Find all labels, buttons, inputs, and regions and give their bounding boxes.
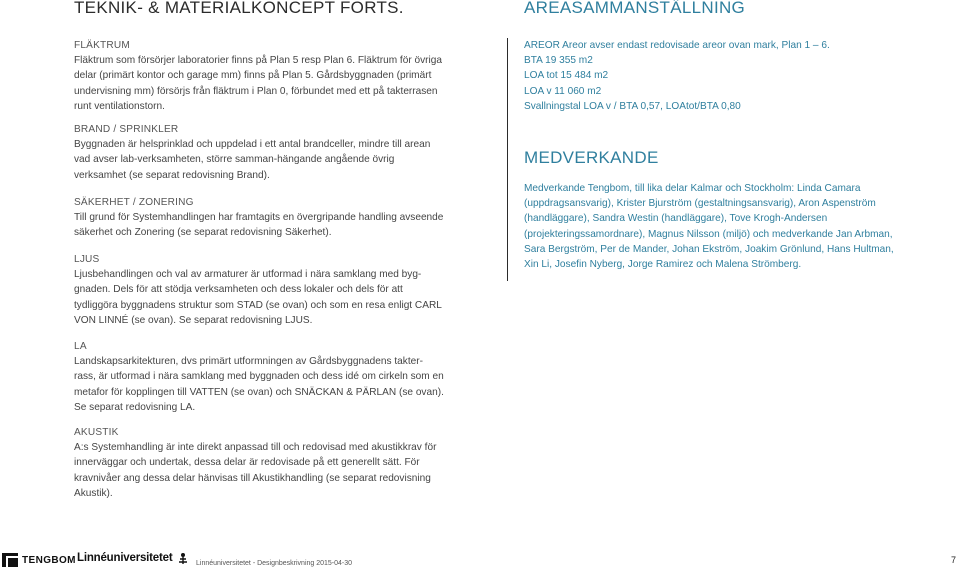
tengbom-logo <box>2 553 76 567</box>
section-akustik <box>74 425 444 501</box>
area-line: LOA v 11 060 m2 <box>524 85 602 97</box>
section-label: LA <box>74 341 87 352</box>
column-divider <box>507 38 508 281</box>
section-label: AKUSTIK <box>74 427 119 438</box>
page-title: TEKNIK- & MATERIALKONCEPT FORTS. <box>74 0 404 17</box>
page-number: 7 <box>950 555 956 565</box>
section-label: BRAND / SPRINKLER <box>74 124 179 135</box>
section-la <box>74 339 444 415</box>
area-line: AREOR Areor avser endast redovisade areor ovan mark, Plan 1 – 6. <box>524 40 830 51</box>
tengbom-logo-icon <box>2 553 18 567</box>
section-label: SÄKERHET / ZONERING <box>74 197 194 208</box>
medverkande-section <box>524 181 894 272</box>
medverkande-title: MEDVERKANDE <box>524 148 659 167</box>
section-label: LJUS <box>74 254 100 265</box>
area-line: LOA tot 15 484 m2 <box>524 70 609 82</box>
section-text: Till grund för Systemhandlingen har framtagits en övergripande handling avseende säkerhet och Zonering (se separat redovisning Säkerhet). <box>74 212 444 239</box>
section-text: Byggnaden är helsprinklad och uppdelad i ett antal brandceller, mindre till arean vad avser lab-verksamheten, större samman-hängande angående övrig verksamhet (se separat redovisning Brand). <box>74 139 431 181</box>
footer-caption: Linnéuniversitetet - Designbeskrivning 2015-04-30 <box>196 560 353 567</box>
section-flaktrum <box>74 38 444 114</box>
tengbom-logo-text: TENGBOM <box>22 554 76 566</box>
section-text: Landskapsarkitekturen, dvs primärt utformningen av Gårdsbyggnadens takter-rass, är utformad i nära samklang med byggnaden och dess idé om cirkeln som en metafor för kopplingen till VATTEN (se ovan) och SNÄCKAN & PÄRLAN (se ovan). Se separat redovisning LA. <box>74 356 444 413</box>
area-summary-title: AREASAMMANSTÄLLNING <box>524 0 746 17</box>
medverkande-text: Medverkande Tengbom, till lika delar Kalmar och Stockholm: Linda Camara (uppdragsansvarig), Krister Bjurström (gestaltningsansvarig), Aron Aspenström (handläggare), Sandra Westin (handläggare), Tove Krogh-Andersen (projekteringssamordnare), Magnus Nilsson (miljö) och medverkande Jan Arbman, Sara Bergström, Per de Mander, Johan Ekström, Joakim Grönlund, Hans Hultman, Xin Li, Josefin Nyberg, Jorge Ramirez och Malena Strömberg. <box>524 183 894 271</box>
lnu-logo-text: Linnéuniversitetet <box>77 552 173 564</box>
section-text: A:s Systemhandling är inte direkt anpassad till och redovisad med akustikkrav för innerväggar och undertak, dessa delar är redovisade på ett generellt sätt. För kravnivåer ang dessa delar hänvisas till Akustikhandling (se separat redovisning Akustik). <box>74 442 437 499</box>
area-line: BTA 19 355 m2 <box>524 55 593 67</box>
lnu-logo <box>77 551 190 565</box>
section-label: FLÄKTRUM <box>74 40 130 51</box>
lnu-seal-icon <box>176 551 190 565</box>
section-brand-sprinkler <box>74 122 444 183</box>
footer <box>0 548 959 572</box>
section-sakerhet-zonering <box>74 195 444 241</box>
section-ljus <box>74 252 444 328</box>
section-text: Fläktrum som försörjer laboratorier finns på Plan 5 resp Plan 6. Fläktrum för övriga delar (primärt kontor och garage mm) finns på Plan 5. Gårdsbyggnaden (primärt undervisning mm) försörjs från fläktrum i Plan 0, förbundet med ett på takterrasen runt ventilationstorn. <box>74 55 443 112</box>
section-text: Ljusbehandlingen och val av armaturer är utformad i nära samklang med byg-gnaden. Dels för att stödja verksamheten och dess lokaler och dels för att tydliggöra byggnadens struktur som STAD (se ovan) och som en resa enligt CARL VON LINNÉ (se ovan). Se separat redovisning LJUS. <box>74 269 442 326</box>
area-line: Svallningstal LOA v / BTA 0,57, LOAtot/BTA 0,80 <box>524 100 741 112</box>
area-summary <box>524 38 894 114</box>
